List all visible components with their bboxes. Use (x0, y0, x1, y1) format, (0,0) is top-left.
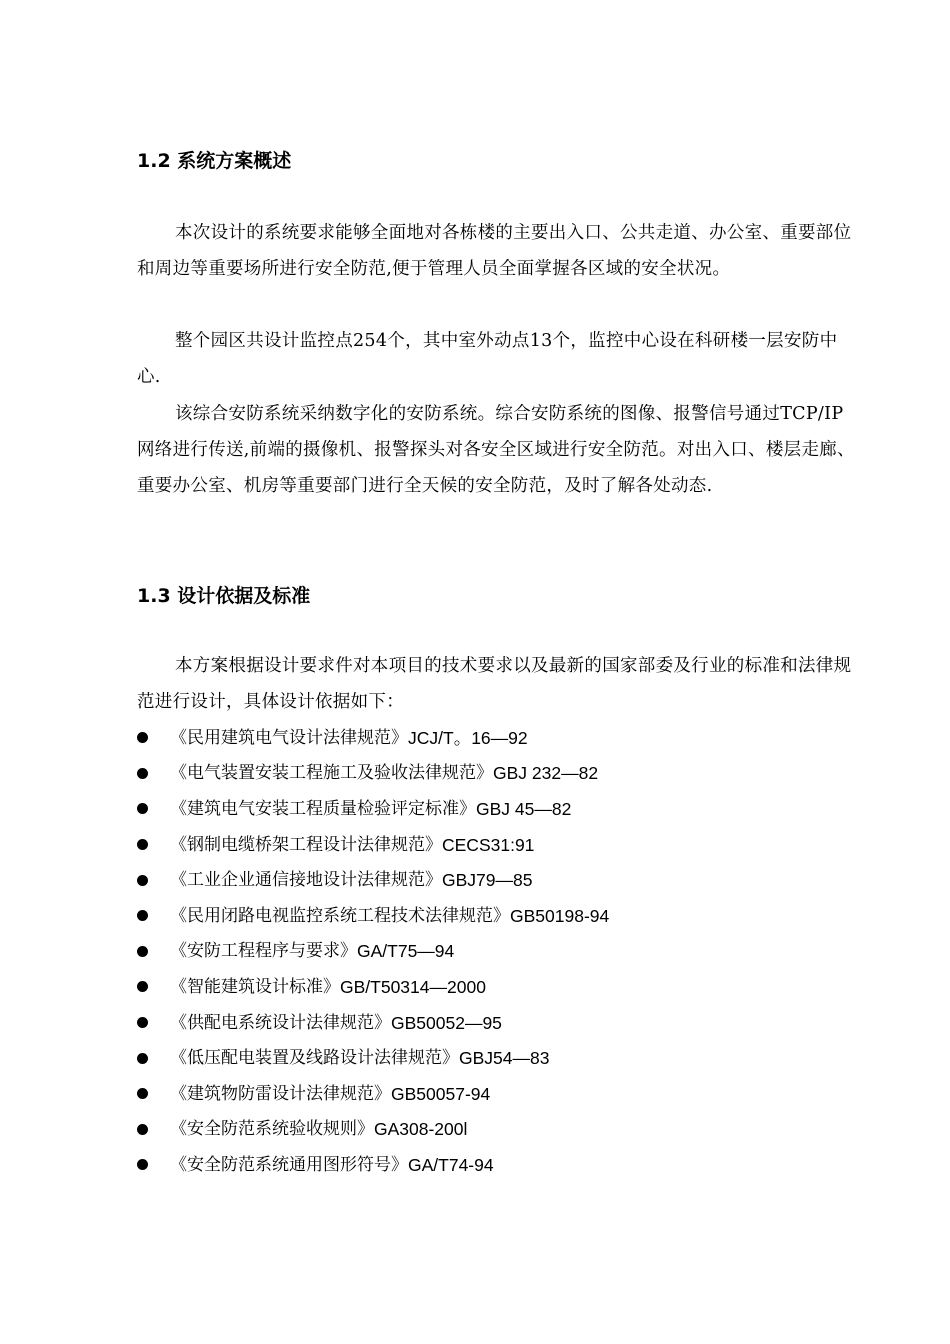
bullet-icon (137, 875, 148, 886)
bullet-icon (137, 768, 148, 779)
bullet-icon (137, 1053, 148, 1064)
bullet-icon (137, 946, 148, 957)
bullet-icon (137, 1124, 148, 1135)
list-item (137, 1040, 609, 1076)
section-heading-1-3: 1.3 设计依据及标准 (137, 585, 311, 607)
list-item (137, 898, 609, 934)
bullet-icon (137, 1088, 148, 1099)
list-item (137, 1076, 609, 1112)
list-item (137, 1147, 609, 1183)
standard-title: 《工业企业通信接地设计法律规范》 (170, 870, 442, 891)
standard-code: GB50057-94 (391, 1083, 491, 1104)
standard-title: 《低压配电装置及线路设计法律规范》 (170, 1048, 459, 1069)
list-item (137, 756, 609, 792)
standard-code: GBJ 45—82 (476, 798, 572, 819)
standard-title: 《民用建筑电气设计法律规范》 (170, 727, 408, 748)
standard-title: 《安防工程程序与要求》 (170, 941, 357, 962)
bullet-icon (137, 981, 148, 992)
list-item (137, 862, 609, 898)
bullet-icon (137, 732, 148, 743)
standard-code: GB50052—95 (391, 1012, 502, 1033)
standard-code: GBJ79—85 (442, 870, 533, 891)
standard-code: GB/T50314—2000 (340, 976, 486, 997)
standard-code: GA308-200l (374, 1119, 468, 1140)
bullet-icon (137, 1159, 148, 1170)
standard-title: 《智能建筑设计标准》 (170, 976, 340, 997)
bullet-icon (137, 803, 148, 814)
list-item (137, 791, 609, 827)
paragraph-monitoring-points: 整个园区共设计监控点254个，其中室外动点13个，监控中心设在科研楼一层安防中心. (137, 331, 838, 387)
standard-code: GA/T74-94 (408, 1154, 494, 1175)
list-item (137, 1112, 609, 1148)
standard-title: 《建筑物防雷设计法律规范》 (170, 1083, 391, 1104)
list-item (137, 1005, 609, 1041)
standard-code: CECS31:91 (442, 834, 535, 855)
standards-list (137, 720, 609, 1183)
section-heading-1-2: 1.2 系统方案概述 (137, 150, 292, 172)
standard-title: 《民用闭路电视监控系统工程技术法律规范》 (170, 905, 510, 926)
list-item (137, 720, 609, 756)
list-item (137, 934, 609, 970)
standard-title: 《供配电系统设计法律规范》 (170, 1012, 391, 1033)
standard-title: 《安全防范系统验收规则》 (170, 1119, 374, 1140)
bullet-icon (137, 1017, 148, 1028)
standard-code: JCJ/T。16—92 (408, 727, 528, 748)
standard-code: GBJ54—83 (459, 1048, 550, 1069)
standard-title: 《建筑电气安装工程质量检验评定标准》 (170, 798, 476, 819)
standard-title: 《钢制电缆桥架工程设计法律规范》 (170, 834, 442, 855)
bullet-icon (137, 910, 148, 921)
standard-code: GB50198-94 (510, 905, 610, 926)
paragraph-system-description: 该综合安防系统采纳数字化的安防系统。综合安防系统的图像、报警信号通过TCP/IP网络进行传送,前端的摄像机、报警探头对各安全区域进行安全防范。对出入口、楼层走廊、重要办公室、机房等重要部门进行全天候的安全防范，及时了解各处动态. (137, 404, 855, 496)
standard-code: GA/T75—94 (357, 941, 455, 962)
paragraph-design-basis-intro: 本方案根据设计要求件对本项目的技术要求以及最新的国家部委及行业的标准和法律规范进行设计，具体设计依据如下： (137, 656, 852, 712)
list-item (137, 827, 609, 863)
standard-title: 《电气装置安装工程施工及验收法律规范》 (170, 763, 493, 784)
standard-code: GBJ 232—82 (493, 763, 599, 784)
list-item (137, 969, 609, 1005)
standard-title: 《安全防范系统通用图形符号》 (170, 1154, 408, 1175)
bullet-icon (137, 839, 148, 850)
paragraph-scope: 本次设计的系统要求能够全面地对各栋楼的主要出入口、公共走道、办公室、重要部位和周边等重要场所进行安全防范,便于管理人员全面掌握各区域的安全状况。 (137, 223, 852, 279)
